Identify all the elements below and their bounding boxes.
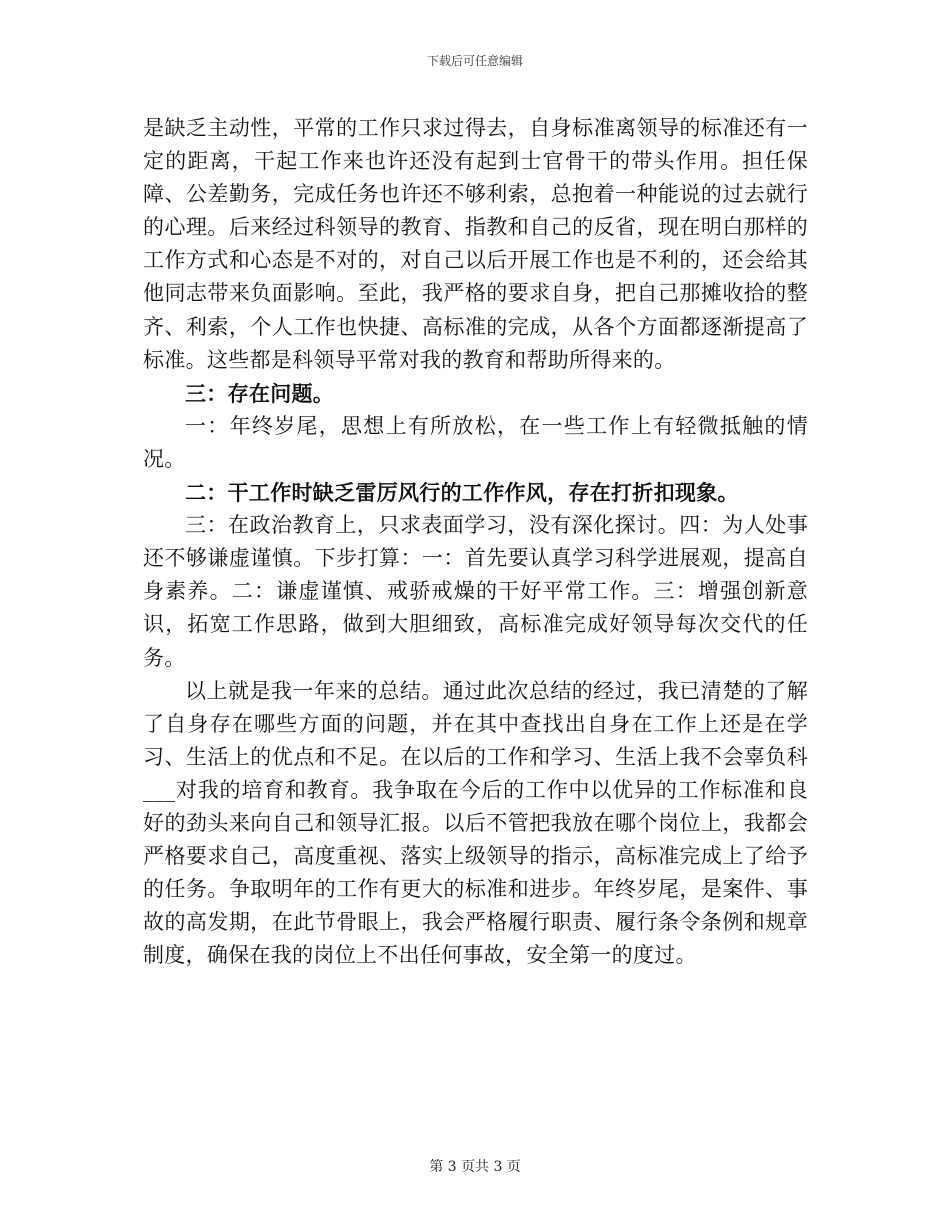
section-heading-problems: 三：存在问题。 bbox=[185, 380, 335, 406]
page-footer: 第 3 页共 3 页 bbox=[429, 1159, 521, 1175]
problem-item-2: 二：干工作时缺乏雷厉风行的工作作风，存在打折扣现象。 bbox=[185, 480, 739, 506]
problem-item-3-and-plan: 三：在政治教育上，只求表面学习，没有深化探讨。四：为人处事还不够谦虚谨慎。下步打算：一：首先要认真学习科学进展观，提高自身素养。二：谦虚谨慎、戒骄戒燥的干好平常工作。三：增强创新意识，拓宽工作思路，做到大胆细致，高标准完成好领导每次交代的任务。 bbox=[143, 513, 808, 670]
problem-item-1: 一：年终岁尾，思想上有所放松，在一些工作上有轻微抵触的情况。 bbox=[143, 413, 808, 471]
document-body bbox=[143, 112, 808, 972]
conclusion-paragraph: 以上就是我一年来的总结。通过此次总结的经过，我已清楚的了解了自身存在哪些方面的问题，并在其中查找出自身在工作上还是在学习、生活上的优点和不足。在以后的工作和学习、生活上我不会辜负科___对我的培育和教育。我争取在今后的工作中以优异的工作标准和良好的劲头来向自己和领导汇报。以后不管把我放在哪个岗位上，我都会严格要求自己，高度重视、落实上级领导的指示，高标准完成上了给予的任务。争取明年的工作有更大的标准和进步。年终岁尾，是案件、事故的高发期，在此节骨眼上，我会严格履行职责、履行条令条例和规章制度，确保在我的岗位上不出任何事故，安全第一的度过。 bbox=[143, 678, 808, 968]
page-header: 下载后可任意编辑 bbox=[426, 54, 523, 68]
paragraph-continued: 是缺乏主动性，平常的工作只求过得去，自身标准离领导的标准还有一定的距离，干起工作来也许还没有起到士官骨干的带头作用。担任保障、公差勤务，完成任务也许还不够利索，总抱着一种能说的过去就行的心理。后来经过科领导的教育、指教和自己的反省，现在明白那样的工作方式和心态是不对的，对自己以后开展工作也是不利的，还会给其他同志带来负面影响。至此，我严格的要求自身，把自己那摊收拾的整齐、利索，个人工作也快捷、高标准的完成，从各个方面都逐渐提高了标准。这些都是科领导平常对我的教育和帮助所得来的。 bbox=[143, 116, 808, 372]
